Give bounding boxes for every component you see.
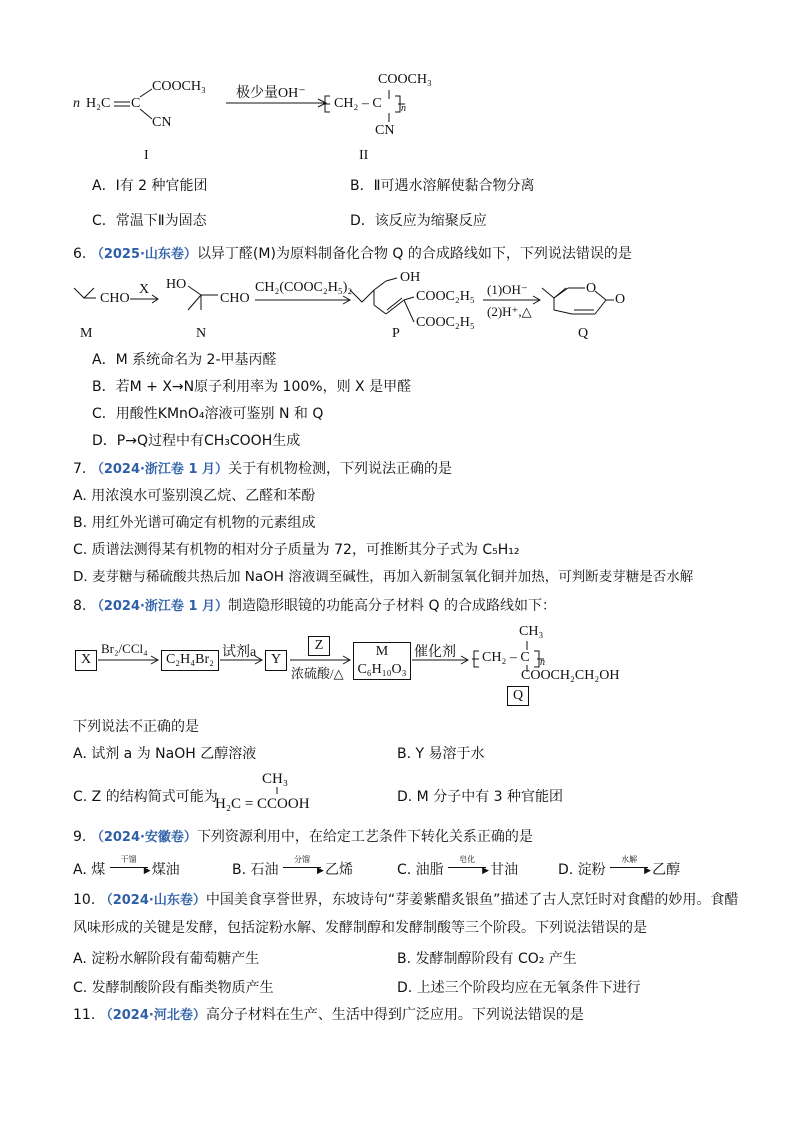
q-ring-o: O [586, 281, 597, 296]
q8-c-ch3: CH₃ [262, 771, 289, 787]
q9-b-arrow [283, 855, 325, 876]
q9-d-cond: 水解 [621, 855, 638, 864]
m-cho: CHO [100, 291, 130, 306]
monomer-c: C [131, 96, 141, 111]
q5-option-c: C．常温下Ⅱ为固态 [92, 213, 207, 229]
q8-number: 8. [73, 598, 87, 614]
p-oh: OH [400, 270, 421, 285]
q8-stem: 制造隐形眼镜的功能高分子材料 Q 的合成路线如下： [228, 598, 556, 614]
acid-condition-label: 浓硫酸/△ [291, 666, 344, 681]
q6-option-c: C．用酸性KMnO₄溶液可鉴别 N 和 Q [92, 406, 324, 422]
polymer-chain: CH₂ – C [334, 96, 382, 111]
q9-a-arrow-line [110, 867, 148, 868]
n-ho: HO [166, 277, 187, 292]
q9-c-arrow [448, 855, 490, 876]
p-cooet-1: COOC₂H₅ [416, 289, 475, 304]
q9-b-arrow-line [283, 867, 321, 868]
q9-option-d [558, 855, 681, 879]
q9-d-product: 乙醇 [652, 862, 681, 878]
q9-a-product: 煤油 [151, 862, 180, 878]
box-y: Y [265, 650, 287, 671]
q8-prompt: 下列说法不正确的是 [73, 719, 199, 735]
q11-stem: 高分子材料在生产、生活中得到广泛应用。下列说法错误的是 [205, 1007, 584, 1023]
arrow-x-label: X [139, 282, 150, 297]
q5-option-d: D．该反应为缩聚反应 [350, 213, 487, 229]
q6-stem: 以异丁醛(M)为原料制备化合物 Q 的合成路线如下，下列说法错误的是 [196, 246, 632, 262]
q9-stem: 下列资源利用中，在给定工艺条件下转化关系正确的是 [196, 829, 533, 845]
q9-b-cond: 分馏 [293, 855, 310, 864]
label-m: M [80, 326, 93, 341]
label-q: Q [578, 326, 589, 341]
monomer-n: n [73, 96, 80, 111]
q6-option-a: A．M 系统命名为 2-甲基丙醛 [92, 352, 277, 368]
q6-option-d: D．P→Q过程中有CH₃COOH生成 [92, 433, 301, 449]
polymer-cooch3: COOCH₃ [378, 72, 432, 87]
q9-c-arrow-head: ▶ [482, 866, 490, 876]
q7-option-d: D. 麦芽糖与稀硫酸共热后加 NaOH 溶液调至碱性，再加入新制氢氧化铜并加热，可判断麦芽糖是否水解 [73, 569, 694, 585]
q7-source: （2024·浙江卷 1 月） [90, 462, 229, 477]
q9-b-arrow-head: ▶ [316, 866, 324, 876]
q8-option-d: D. M 分子中有 3 种官能团 [397, 789, 564, 805]
step-2-label: (2)H⁺,△ [487, 304, 532, 319]
q9-d-arrow [610, 855, 652, 876]
q7-option-a: A. 用浓溴水可鉴别溴乙烷、乙醛和苯酚 [73, 488, 316, 504]
polymer-cn: CN [375, 123, 395, 138]
q6-number: 6. [73, 246, 87, 262]
monomer-cooch3: COOCH₃ [152, 79, 206, 94]
q10-stem-line-1 [73, 891, 738, 910]
label-n: N [196, 326, 207, 341]
box-c2h4br2: C₂H₄Br₂ [161, 650, 219, 671]
n-cho: CHO [220, 291, 250, 306]
q9-a-arrow [110, 855, 152, 876]
q9-c-product: 甘油 [490, 862, 519, 878]
q9-a-arrow-head: ▶ [143, 866, 151, 876]
q6-option-b: B．若M + X→N原子利用率为 100%，则 X 是甲醛 [92, 379, 412, 395]
q9-d-label: D. 淀粉 [558, 862, 606, 878]
q9-b-label: B. 石油 [232, 862, 279, 878]
q9-c-cond: 皂化 [459, 855, 476, 864]
q7-option-b: B. 用红外光谱可确定有机物的元素组成 [73, 515, 316, 531]
q6-source: （2025·山东卷） [90, 247, 197, 262]
q5-option-a: A．Ⅰ有 2 种官能团 [92, 178, 208, 194]
br2-label: Br₂/CCl₄ [101, 641, 148, 656]
q9-number: 9. [73, 829, 87, 845]
reagent-a-label: 试剂a [222, 645, 257, 660]
q8-ch3: CH₃ [519, 624, 544, 639]
q8-option-a: A. 试剂 a 为 NaOH 乙醇溶液 [73, 746, 257, 762]
box-z: Z [308, 636, 330, 656]
label-p: P [392, 326, 400, 341]
q5-arrow-label: 极少量OH⁻ [236, 86, 306, 101]
q11-stem-line [73, 1006, 584, 1025]
q9-stem-line [73, 828, 533, 847]
q10-option-a: A. 淀粉水解阶段有葡萄糖产生 [73, 951, 260, 967]
malonate-reagent: CH₂(COOC₂H₅)₂ [255, 280, 353, 295]
box-m-formula: C₆H₁₀O₃ [357, 662, 407, 677]
q9-option-a [73, 855, 180, 879]
q9-a-label: A. 煤 [73, 862, 106, 878]
q7-option-c: C. 质谱法测得某有机物的相对分子质量为 72，可推断其分子式为 C₅H₁₂ [73, 542, 520, 558]
p-cooet-2: COOC₂H₅ [416, 315, 475, 330]
box-x: X [75, 650, 97, 671]
q11-source: （2024·河北卷） [99, 1008, 206, 1023]
catalyst-label: 催化剂 [414, 645, 456, 660]
q9-d-arrow-line [610, 867, 648, 868]
q8-c-formula: H₂C = CCOOH [215, 796, 310, 812]
q7-number: 7. [73, 461, 87, 477]
polymer-n: n [401, 103, 406, 114]
q10-stem-line-2: 风味形成的关键是发酵，包括淀粉水解、发酵制醇和发酵制酸等三个阶段。下列说法错误的是 [73, 920, 647, 936]
q9-a-cond: 干馏 [120, 855, 137, 864]
q10-source: （2024·山东卷） [99, 893, 206, 908]
q11-number: 11. [73, 1007, 96, 1023]
q5-option-b: B．Ⅱ可遇水溶解使黏合物分离 [350, 178, 535, 194]
q9-option-b [232, 855, 353, 879]
step-1-label: (1)OH⁻ [487, 282, 528, 297]
label-compound-2: II [359, 148, 369, 163]
q9-option-c [397, 855, 519, 879]
q7-stem: 关于有机物检测，下列说法正确的是 [228, 461, 453, 477]
q10-option-d: D. 上述三个阶段均应在无氧条件下进行 [397, 980, 641, 996]
q9-c-arrow-line [448, 867, 486, 868]
q10-option-c: C. 发酵制酸阶段有酯类物质产生 [73, 980, 274, 996]
q9-b-product: 乙烯 [324, 862, 353, 878]
monomer-cn: CN [152, 115, 172, 130]
q9-source: （2024·安徽卷） [90, 830, 197, 845]
label-compound-1: I [144, 148, 149, 163]
q8-source: （2024·浙江卷 1 月） [90, 599, 229, 614]
q9-c-label: C. 油脂 [397, 862, 444, 878]
q10-option-b: B. 发酵制醇阶段有 CO₂ 产生 [397, 951, 577, 967]
q8-chain: CH₂ – C [482, 650, 530, 665]
q10-stem-1: 中国美食享誉世界，东坡诗句“芽姜紫醋炙银鱼”描述了古人烹饪时对食醋的妙用。食醋 [205, 892, 739, 908]
q8-n: n [540, 657, 545, 668]
q8-option-c: C. Z 的结构简式可能为 [73, 789, 218, 805]
q-keto-o: O [615, 292, 626, 307]
q10-number: 10. [73, 892, 96, 908]
q9-d-arrow-head: ▶ [644, 866, 652, 876]
box-m-name: M [375, 644, 389, 659]
q8-option-b: B. Y 易溶于水 [397, 746, 485, 762]
monomer-h2c: H₂C [86, 96, 111, 111]
box-q: Q [507, 686, 529, 706]
q8-ester: COOCH₂CH₂OH [521, 668, 620, 683]
